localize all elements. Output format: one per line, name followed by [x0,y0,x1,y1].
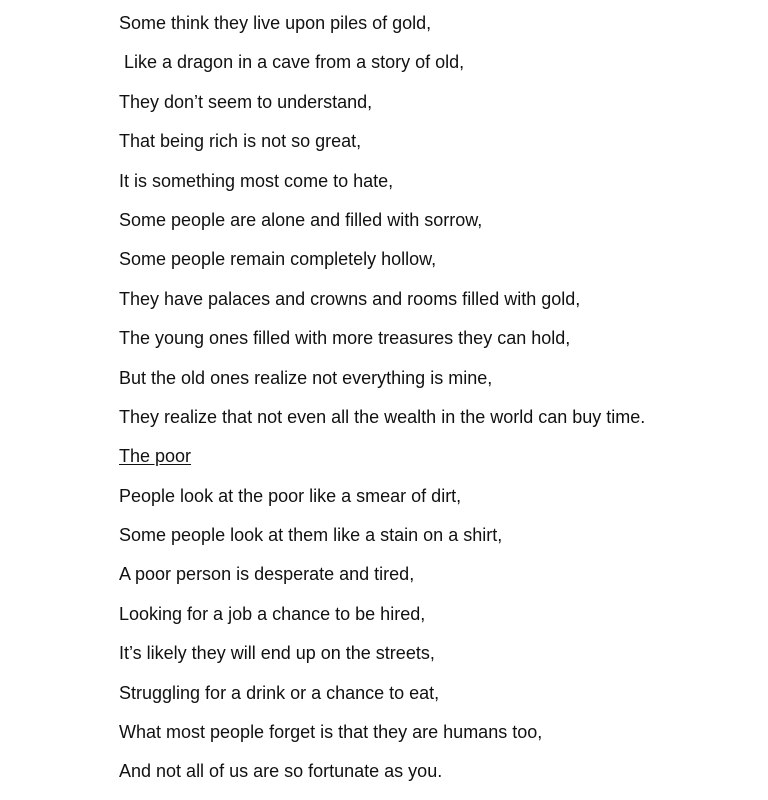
poem-line: Struggling for a drink or a chance to eat, [119,682,440,703]
poem-line: It is something most come to hate, [119,170,394,191]
poem-line: They don’t seem to understand, [119,91,373,112]
poem-line: But the old ones realize not everything is mine, [119,367,493,388]
poem-line: A poor person is desperate and tired, [119,564,415,585]
poem-line: That being rich is not so great, [119,131,362,152]
poem-line: What most people forget is that they are humans too, [119,722,543,743]
poem-line: Some think they live upon piles of gold, [119,13,432,33]
poem-line: The young ones filled with more treasures they can hold, [119,328,571,349]
section-heading-the-poor: The poor [119,446,192,467]
poem-line: Like a dragon in a cave from a story of old, [119,52,465,73]
poem-line: They realize that not even all the wealth in the world can buy time. [119,406,646,427]
poem-line: Some people remain completely hollow, [119,249,437,270]
poem-line: Looking for a job a chance to be hired, [119,603,426,624]
poem-line: And not all of us are so fortunate as you. [119,761,443,782]
poem-text [119,12,645,800]
poem-line: Some people are alone and filled with sorrow, [119,209,483,230]
poem-line: Some people look at them like a stain on a shirt, [119,525,503,546]
poem-line: People look at the poor like a smear of dirt, [119,485,462,506]
poem-line: They have palaces and crowns and rooms filled with gold, [119,288,581,309]
poem-line: It’s likely they will end up on the streets, [119,643,435,664]
